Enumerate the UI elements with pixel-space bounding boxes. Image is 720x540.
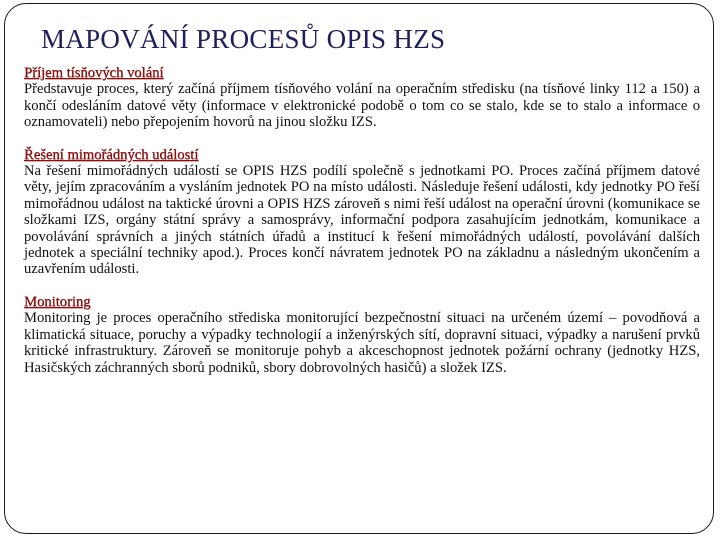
section-text: Představuje proces, který začíná příjmem tísňového volání na operačním středisku (na tísňové linky 112 a 150) a končí odesláním datové věty (informace v elektronické podobě o tom co se stalo, kde se to stalo a informace o oznamovateli) nebo přepojením hovorů na jinou složku IZS. [24, 81, 700, 131]
slide-content [24, 65, 700, 376]
section-prijem-tisnovych-volani [24, 65, 700, 131]
page-title: MAPOVÁNÍ PROCESŮ OPIS HZS [41, 24, 446, 54]
section-text: Monitoring je proces operačního střediska monitorující bezpečnostní situaci na určeném území – povodňová a klimatická situace, poruchy a výpadky technologií a inženýrských sítí, dopravní situaci, výpadky a narušení prvků kritické infrastruktury. Zároveň se monitoruje pohyb a akceschopnost jednotek požární ochrany (jednotky HZS, Hasičských záchranných sborů podniků, sbory dobrovolných hasičů) a složek IZS. [24, 310, 700, 376]
slide-frame [4, 3, 714, 534]
section-heading: Příjem tísňových volání [24, 65, 164, 81]
section-text: Na řešení mimořádných událostí se OPIS HZS podílí společně s jednotkami PO. Proces začíná příjmem datové věty, jejím zpracováním a vysláním jednotek PO na místo události. Následuje řešení události, kdy jednotky PO řeší mimořádnou událost na taktické úrovni a OPIS HZS zároveň s nimi řeší událost na operační úrovni (komunikace se složkami IZS, orgány státní správy a samosprávy, informační podpora zasahujícím jednotkám, komunikace a povolávání správních a jiných státních úřadů a institucí k řešení mimořádných událostí, povolávání dalších jednotek a speciální techniky apod.). Proces končí návratem jednotek PO na základnu a následným ukončením a uzavřením události. [24, 163, 700, 278]
section-heading: Řešení mimořádných událostí [24, 146, 199, 163]
section-heading: Monitoring [24, 293, 91, 310]
section-monitoring [24, 294, 700, 376]
section-reseni-mimoradnych-udalosti [24, 147, 700, 278]
